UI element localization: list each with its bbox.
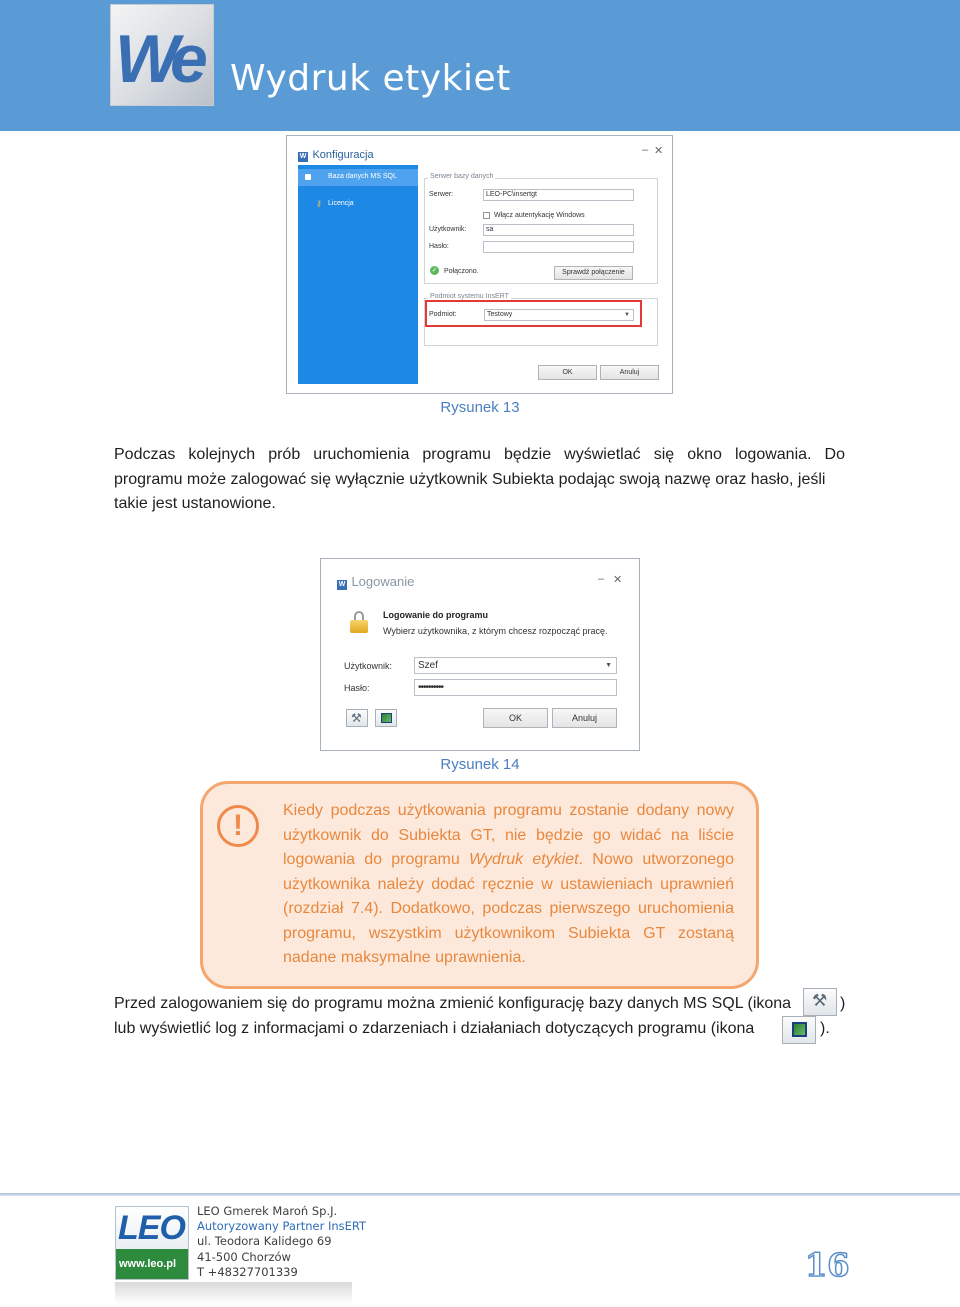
close-icon[interactable]: ✕ [613,574,623,586]
page-number: 16 [805,1246,850,1284]
server-input[interactable]: LEO-PC\insertgt [483,189,634,201]
log-icon [792,1022,807,1037]
tools-icon: ⚒ [351,711,362,725]
login-titlebar [337,573,414,591]
user-input[interactable]: sa [483,224,634,236]
login-user-value: Szef [418,660,439,671]
windows-auth-checkbox[interactable] [483,212,490,219]
sidebar-item-license[interactable] [298,196,418,212]
paragraph-config-info [114,992,814,1041]
leo-logo [115,1206,189,1280]
paragraph-login-intro [114,443,845,517]
phone-line: T +48327701339 [197,1265,298,1279]
password-label: Hasło: [429,243,449,250]
login-window [320,558,640,751]
paragraph-line: Podczas kolejnych prób uruchomienia programu będzie wyświetlać się okno logowania. Do [114,446,845,463]
log-icon [381,713,392,723]
app-icon: W [299,153,307,160]
windows-auth-label: Włącz autentykację Windows [494,212,585,219]
minimize-icon[interactable]: – [642,144,649,156]
close-icon[interactable]: ✕ [654,145,664,157]
footer-reflection [115,1282,352,1304]
leo-logo-text: LEO [118,1209,185,1247]
leo-logo-www: www.leo.pl [119,1258,177,1270]
sidebar-item-label: Licencja [328,200,354,207]
login-window-title: Logowanie [351,574,415,589]
tools-icon: ⚒ [812,991,828,1010]
warning-text-italic: Wydruk etykiet [468,851,579,868]
paragraph-line [114,992,814,1017]
company-name: LEO Gmerek Maroń Sp.J. [197,1204,338,1218]
entity-label: Podmiot: [429,311,457,318]
chevron-down-icon: ▼ [624,312,630,318]
ok-button[interactable]: OK [538,365,597,380]
entity-select-value: Testowy [487,311,513,318]
paragraph-text: lub wyświetlić log z informacjami o zdarzeniach i działaniach dotyczących programu (ikona [114,1019,755,1037]
config-window-title: Konfiguracja [312,149,374,161]
config-sidebar [298,165,418,384]
server-label: Serwer: [429,191,454,198]
partner-line: Autoryzowany Partner InsERT [197,1219,367,1233]
key-icon: ⚷ [316,199,322,208]
footer-divider [0,1193,960,1196]
test-connection-button[interactable]: Sprawdź połączenie [554,266,633,280]
login-subheading: Wybierz użytkownika, z którym chcesz rozpocząć pracę. [383,626,608,636]
paragraph-line [114,1017,814,1042]
entity-group-title: Podmiot systemu InsERT [430,293,509,300]
sidebar-item-label: Baza danych MS SQL [328,173,397,180]
login-user-label: Użytkownik: [344,661,393,671]
config-titlebar [298,145,374,163]
paragraph-line: programu może zalogować się wyłącznie użytkownik Subiekta podając swoją nazwę oraz hasło, jeśli [114,470,826,488]
db-config-icon-button[interactable] [346,709,368,727]
server-group-title: Serwer bazy danych [430,173,494,180]
street-line: ul. Teodora Kalidego 69 [197,1234,332,1248]
log-icon-button[interactable] [375,709,397,727]
minimize-icon[interactable]: – [598,573,605,585]
warning-text-part: Kiedy podczas użytkowania programu zostanie dodany nowy użytkownik do Subiekta GT, nie będzie go widać na liście logowania do programu [283,802,734,868]
entity-select[interactable] [484,309,634,321]
login-heading: Logowanie do programu [383,610,488,620]
warning-text [283,799,734,971]
login-password-input[interactable]: •••••••••• [414,679,617,696]
database-icon [305,174,311,180]
user-label: Użytkownik: [429,226,467,233]
figure-14-caption: Rysunek 14 [440,756,520,773]
log-inline-icon [782,1016,816,1044]
exclamation-icon: ! [217,805,259,847]
paragraph-line: takie jest ustanowione. [114,495,276,512]
figure-13-caption: Rysunek 13 [440,399,520,416]
connection-status: Połączono. [444,268,479,275]
warning-text-part: . Nowo utworzonego użytkownika należy dodać ręcznie w ustawieniach uprawnień (rozdział 7.4). Dodatkowo, podczas pierwszego uruchomienia programu, wszystkim użytkownikom Subiekta GT zostaną nadane maksymalne uprawnienia. [283,851,734,966]
we-logo-text: We [115,21,200,97]
check-icon: ✓ [431,267,438,274]
city-line: 41-500 Chorzów [197,1250,291,1264]
paragraph-text: Przed zalogowaniem się do programu można zmienić konfigurację bazy danych MS SQL (ikona [114,995,792,1012]
lock-icon [350,611,368,633]
page-title: Wydruk etykiet [230,58,511,99]
password-input[interactable] [483,241,634,253]
sidebar-item-database[interactable] [298,169,418,186]
paragraph-text: ) [840,995,846,1012]
cancel-button[interactable]: Anuluj [600,365,659,380]
login-password-label: Hasło: [344,683,370,693]
db-config-inline-icon [803,988,837,1016]
chevron-down-icon: ▼ [605,662,612,669]
login-cancel-button[interactable]: Anuluj [552,708,617,728]
login-ok-button[interactable]: OK [483,708,548,728]
login-user-select[interactable] [414,657,617,674]
config-window [286,135,673,394]
app-icon: W [338,581,346,588]
we-logo [110,4,214,106]
paragraph-text: ). [820,1020,830,1037]
